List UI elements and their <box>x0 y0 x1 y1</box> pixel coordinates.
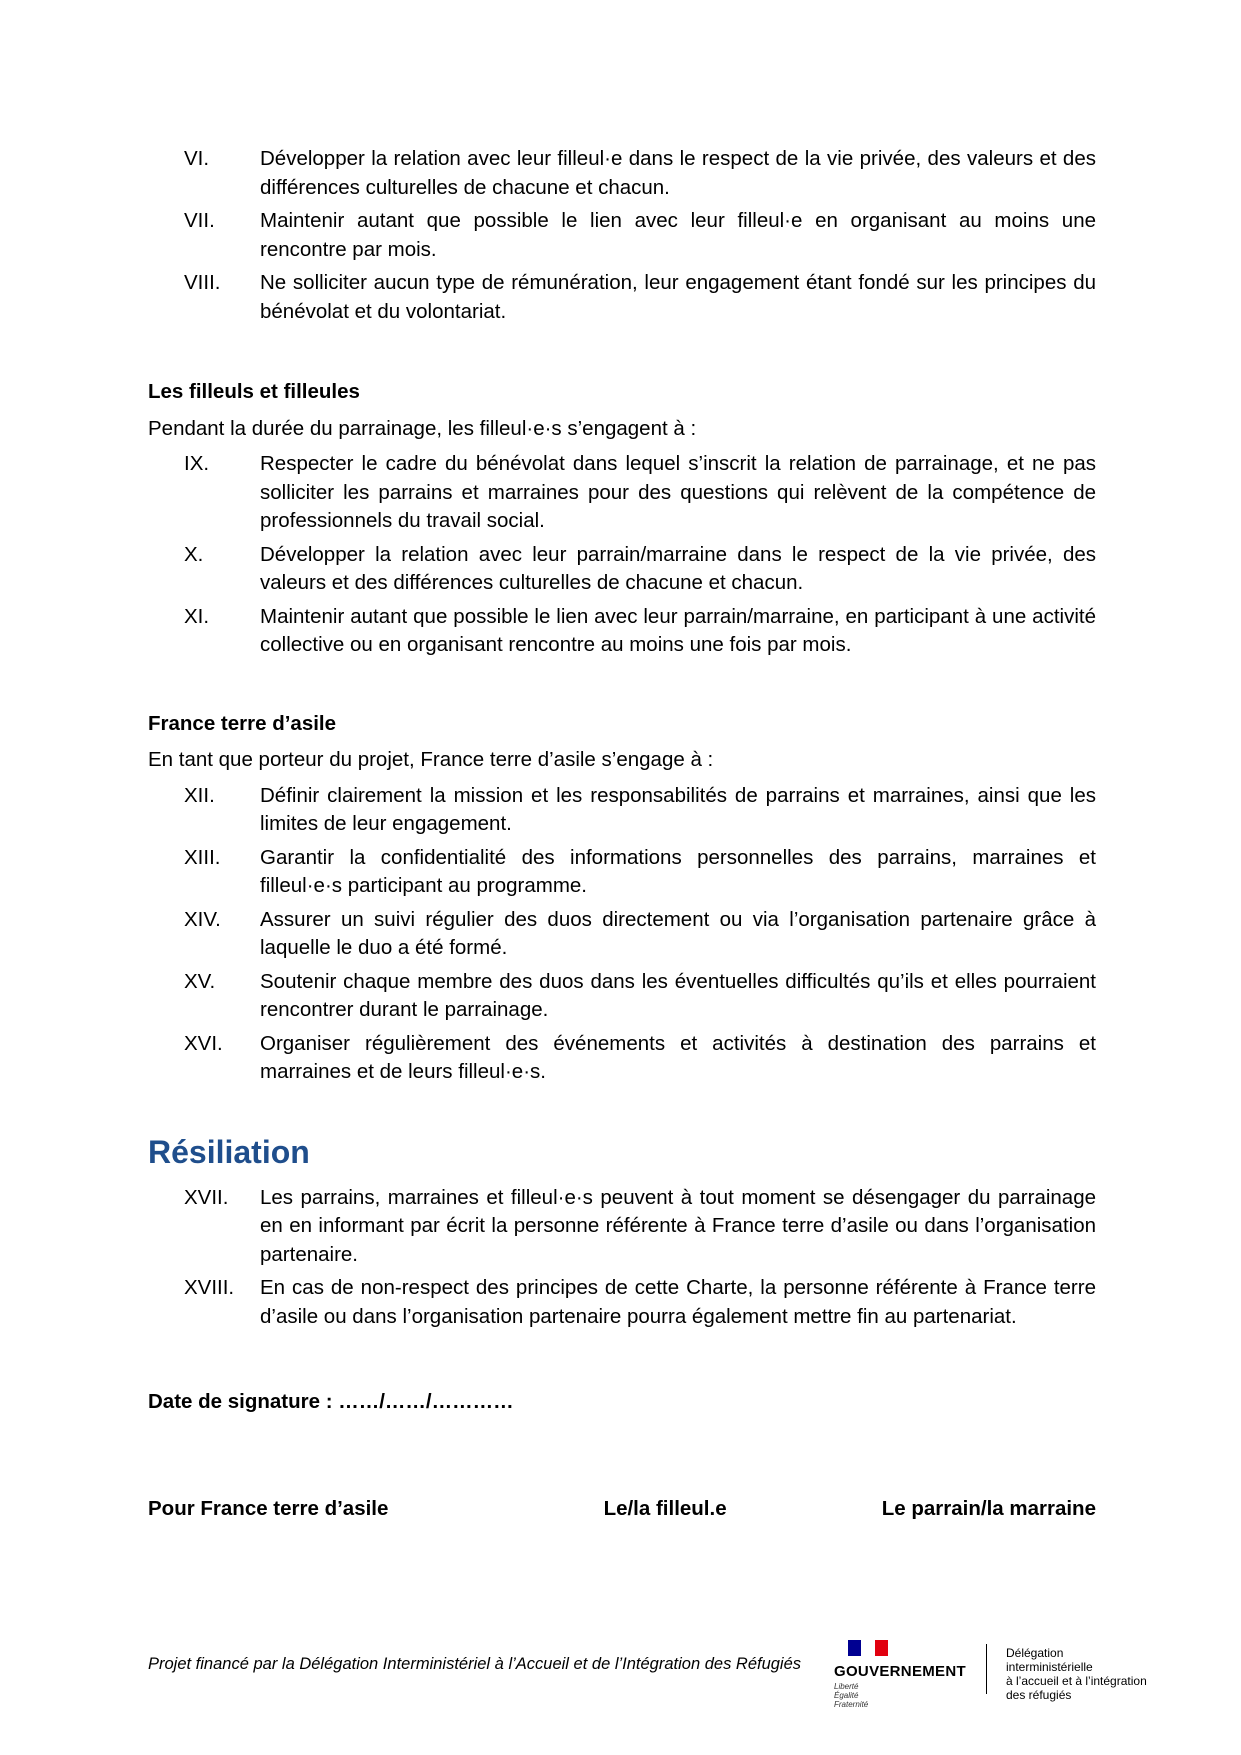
list-item-number: IX. <box>184 452 210 475</box>
section-title-ftda: France terre d’asile <box>148 711 337 735</box>
list-item-text: Maintenir autant que possible le lien avec leur parrain/marraine, en participant à une activité collective ou en organisant rencontre au moins une fois par mois. <box>260 604 1096 656</box>
flag-band-blue <box>848 1640 861 1656</box>
list-item <box>148 145 1096 202</box>
signature-party-ftda: Pour France terre d’asile <box>148 1496 389 1520</box>
funding-note: Projet financé par la Délégation Interministériel à l’Accueil et de l’Intégration des Réfugiés <box>148 1655 802 1673</box>
signature-date: Date de signature : ……/……/………… <box>148 1390 514 1413</box>
list-item-number: XV. <box>184 969 216 993</box>
page-footer <box>148 1640 1148 1720</box>
commitments-list-filleuls <box>148 450 1096 660</box>
list-item-text: Les parrains, marraines et filleul·e·s peuvent à tout moment se désengager du parrainage en en informant par écrit la personne référente à France terre d’asile ou dans l’organisation partenaire. <box>260 1185 1096 1266</box>
list-item <box>148 844 1096 901</box>
list-item-text: Organiser régulièrement des événements et activités à destination des parrains et marraines et de leurs filleul·e·s. <box>260 1031 1096 1083</box>
delegation-name <box>1006 1646 1148 1702</box>
list-item-number: XI. <box>184 604 210 628</box>
commitments-list-ftda <box>148 782 1096 1087</box>
signature-parties <box>148 1495 1096 1524</box>
list-item <box>148 1184 1096 1270</box>
delegation-line-1: Délégation interministérielle <box>1006 1646 1093 1674</box>
list-item <box>148 782 1096 839</box>
list-item-number: XVII. <box>184 1185 229 1209</box>
list-item <box>148 541 1096 598</box>
delegation-line-3: des réfugiés <box>1006 1688 1072 1702</box>
list-item-text: Soutenir chaque membre des duos dans les éventuelles difficultés qu’ils et elles pourraient rencontrer durant le parrainage. <box>260 969 1096 1021</box>
list-item <box>148 906 1096 963</box>
list-item <box>148 1030 1096 1087</box>
list-item-number: X. <box>184 542 204 566</box>
list-item-text: En cas de non-respect des principes de cette Charte, la personne référente à France terre d’asile ou dans l’organisation partenaire pourra également mettre fin au partenariat. <box>260 1276 1096 1328</box>
list-item-text: Développer la relation avec leur filleul·e dans le respect de la vie privée, des valeurs et des différences culturelles de chacune et chacun. <box>260 147 1096 199</box>
list-item-number: VIII. <box>184 271 221 294</box>
list-item-number: XIII. <box>184 845 221 869</box>
logo-divider <box>986 1644 987 1694</box>
section-intro-ftda: En tant que porteur du projet, France terre d’asile s’engage à : <box>148 748 714 771</box>
list-item <box>148 968 1096 1025</box>
list-item-text: Respecter le cadre du bénévolat dans lequel s’inscrit la relation de parrainage, et ne pas solliciter les parrains et marraines pour des questions qui relèvent de la compétence de professionnels du travail social. <box>260 452 1096 532</box>
list-item <box>148 1274 1096 1331</box>
list-item-number: XII. <box>184 783 215 807</box>
flag-band-red <box>875 1640 888 1656</box>
republic-motto <box>834 1682 868 1709</box>
signature-party-parrain: Le parrain/la marraine <box>881 1496 1096 1520</box>
flag-band-white <box>861 1640 874 1656</box>
commitments-list-top <box>148 145 1096 326</box>
section-title-filleuls: Les filleuls et filleules <box>148 380 360 403</box>
list-item <box>148 207 1096 264</box>
list-item-text: Maintenir autant que possible le lien avec leur filleul·e en organisant au moins une rencontre par mois. <box>260 209 1096 261</box>
list-item-number: XVI. <box>184 1031 223 1055</box>
list-item-text: Développer la relation avec leur parrain/marraine dans le respect de la vie privée, des valeurs et des différences culturelles de chacune et chacun. <box>260 542 1096 594</box>
list-item-number: VI. <box>184 147 210 170</box>
list-item-number: XVIII. <box>184 1276 235 1299</box>
list-item-text: Garantir la confidentialité des informations personnelles des parrains, marraines et filleul·e·s participant au programme. <box>260 845 1096 897</box>
section-intro-filleuls: Pendant la durée du parrainage, les filleul·e·s s’engagent à : <box>148 416 697 440</box>
motto-fraternite: Fraternité <box>834 1700 869 1709</box>
list-item <box>148 450 1096 536</box>
government-logo <box>834 1640 974 1720</box>
list-item <box>148 269 1096 326</box>
motto-egalite: Égalité <box>834 1691 859 1700</box>
list-item-number: VII. <box>184 209 215 232</box>
signature-party-filleul: Le/la filleul.e <box>603 1496 727 1520</box>
delegation-line-2: à l’accueil et à l’intégration <box>1006 1674 1147 1688</box>
heading-resiliation: Résiliation <box>148 1133 310 1170</box>
french-flag-icon <box>848 1640 888 1656</box>
motto-liberte: Liberté <box>834 1682 859 1691</box>
list-item <box>148 603 1096 660</box>
list-item-number: XIV. <box>184 907 221 931</box>
list-item-text: Définir clairement la mission et les responsabilités de parrains et marraines, ainsi que les limites de leur engagement. <box>260 783 1096 835</box>
commitments-list-resiliation <box>148 1184 1096 1332</box>
document-body <box>148 145 1096 1523</box>
government-name: GOUVERNEMENT <box>834 1663 966 1680</box>
list-item-text: Assurer un suivi régulier des duos directement ou via l’organisation partenaire grâce à laquelle le duo a été formé. <box>260 907 1096 959</box>
list-item-text: Ne solliciter aucun type de rémunération, leur engagement étant fondé sur les principes du bénévolat et du volontariat. <box>260 271 1096 323</box>
